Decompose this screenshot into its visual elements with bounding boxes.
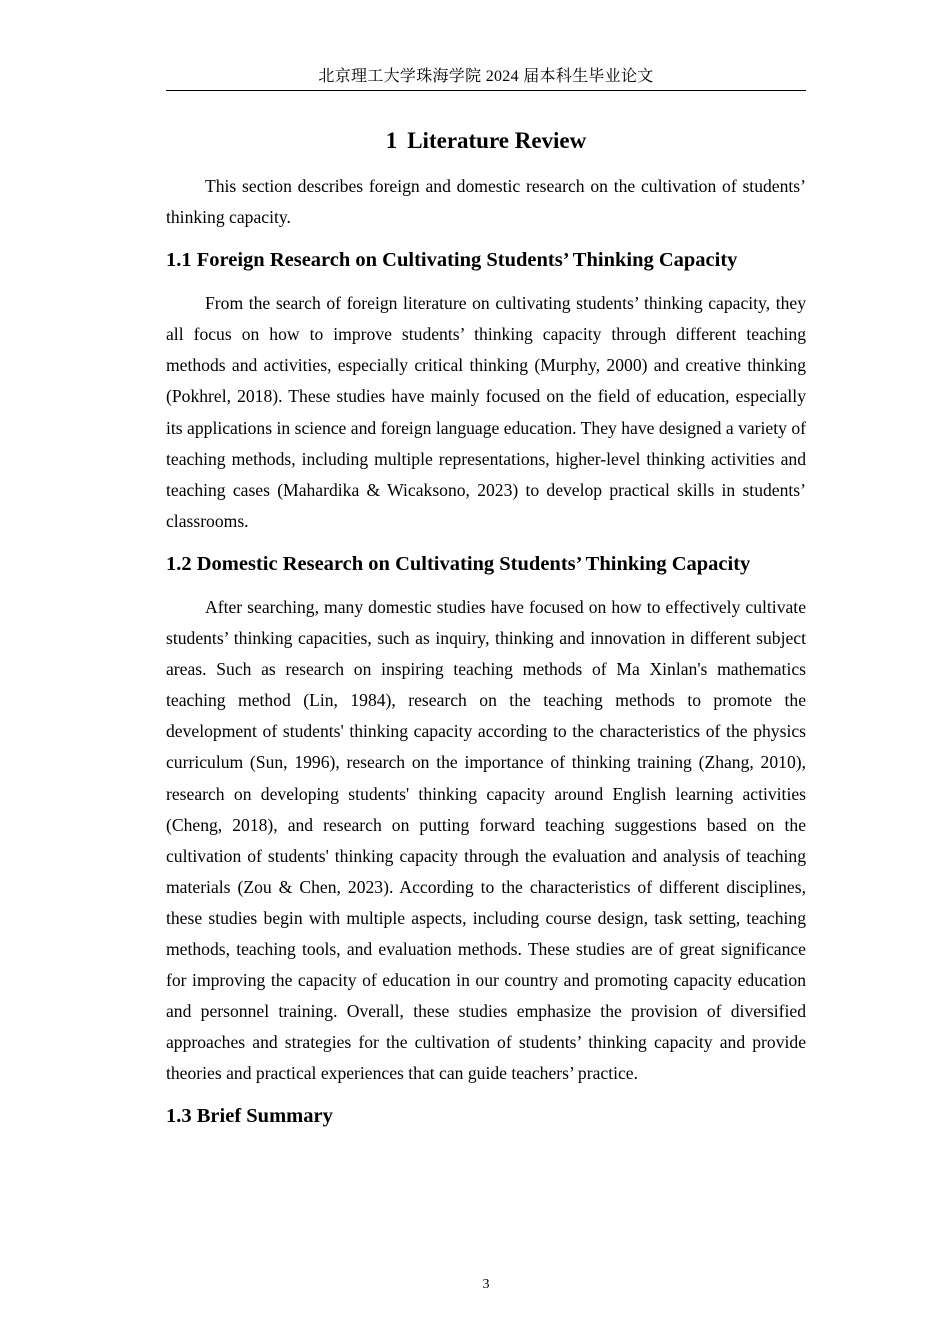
chapter-title-text: Literature Review [407, 128, 587, 153]
header-rule [166, 90, 806, 91]
chapter-number: 1 [385, 128, 398, 153]
section-heading-1-2: 1.2 Domestic Research on Cultivating Students’ Thinking Capacity [166, 552, 751, 575]
chapter-intro-paragraph: This section describes foreign and domestic research on the cultivation of students’ thinking capacity. [166, 176, 806, 228]
page-content [166, 125, 806, 1131]
section-1-2-paragraph: After searching, many domestic studies have focused on how to effectively cultivate students’ thinking capacities, such as inquiry, thinking and innovation in different subject areas. Such as research on inspiring teaching methods of Ma Xinlan's mathematics teaching method (Lin, 1984), research on the teaching methods to promote the development of students' thinking capacity according to the characteristics of the physics curriculum (Sun, 1996), research on the importance of thinking training (Zhang, 2010), research on developing students' thinking capacity around English learning activities (Cheng, 2018), and research on putting forward teaching suggestions based on the cultivation of students' thinking capacity through the evaluation and analysis of teaching materials (Zou & Chen, 2023). According to the characteristics of different disciplines, these studies begin with multiple aspects, including course design, task setting, teaching methods, teaching tools, and evaluation methods. These studies are of great significance for improving the capacity of education in our country and promoting capacity education and personnel training. Overall, these studies emphasize the provision of diversified approaches and strategies for the cultivation of students’ thinking capacity and provide theories and practical experiences that can guide teachers’ practice. [166, 596, 806, 1084]
page-number: 3 [482, 1277, 490, 1292]
chapter-title [166, 125, 806, 157]
section-1-1-paragraph: From the search of foreign literature on cultivating students’ thinking capacity, they all focus on how to improve students’ thinking capacity through different teaching methods and activities, especially critical thinking (Murphy, 2000) and creative thinking (Pokhrel, 2018). These studies have mainly focused on the field of education, especially its applications in science and foreign language education. They have designed a variety of teaching methods, including multiple representations, higher-level thinking activities and teaching cases (Mahardika & Wicaksono, 2023) to develop practical skills in students’ classrooms. [166, 293, 806, 531]
section-heading-1-3: 1.3 Brief Summary [166, 1105, 333, 1128]
running-header: 北京理工大学珠海学院 2024 届本科生毕业论文 [318, 68, 654, 85]
section-heading-1-1: 1.1 Foreign Research on Cultivating Students’ Thinking Capacity [166, 249, 738, 272]
